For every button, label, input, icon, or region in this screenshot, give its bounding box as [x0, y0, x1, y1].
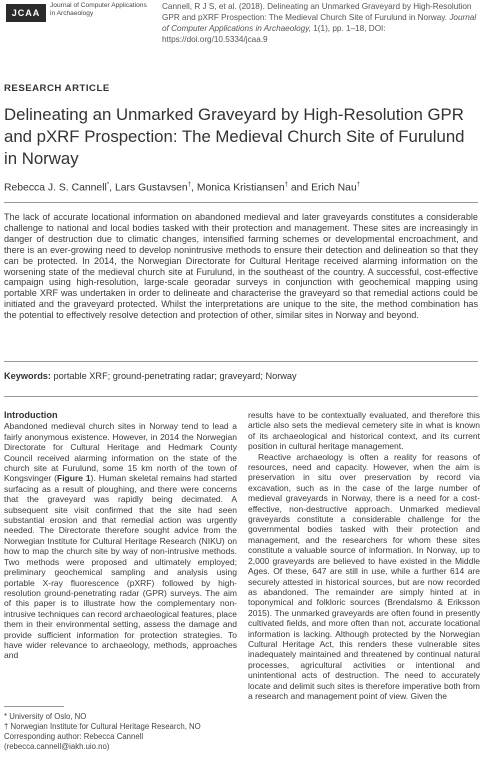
author-affiliation-mark: †	[187, 182, 192, 188]
abstract-top-rule	[4, 202, 478, 203]
left-column	[4, 410, 237, 661]
article-type: RESEARCH ARTICLE	[4, 83, 110, 94]
journal-logo	[6, 4, 46, 22]
citation-main: Cannell, R J S, et al. (2018). Delineating an Unmarked Graveyard by High-Resolution GPR and pXRF Prospection: The Medieval Church Site of Furulund in Norway.	[162, 2, 472, 22]
footnote-affiliation: * University of Oslo, NO	[4, 712, 87, 721]
paragraph	[4, 421, 237, 660]
section-heading-introduction: Introduction	[4, 410, 58, 420]
footnote-affiliation: † Norwegian Institute for Cultural Heritage Research, NO	[4, 722, 201, 731]
journal-name: Journal of Computer Applications in Archaeology	[50, 2, 147, 17]
corresponding-email[interactable]: (rebecca.cannell@iakh.uio.no)	[4, 742, 110, 751]
footnote-rule	[4, 706, 64, 707]
author-affiliation-mark: †	[356, 182, 361, 188]
paragraph-text: Abandoned medieval church sites in Norway tend to lead a fairly anonymous existence. However, in 2014 the Norwegian Directorate for Cultural Heritage and Hedmark County Council received alarming information on the state of the church site at Furulund, some 15 km north of the town of Kongsvinger (	[4, 421, 237, 484]
keywords-bottom-rule	[4, 396, 478, 397]
abstract: The lack of accurate locational information on abandoned medieval and later graveyards constitutes a considerable challenge to national and local bodies tasked with their protection and management. These sites are increasingly in danger of destruction due to climatic changes, intensified farming schemes or developmental encroachment, and there is an ever-growing need to develop nonintrusive methods to ensure their detection and delineation so that they can be protected. In 2014, the Norwegian Directorate for Cultural Heritage received alarming information on the worsening state of the medieval church site at Furulund, in the southeast of the country. A successful, cost-effective campaign using high-resolution, large-scale georadar surveys in conjunction with geochemical mapping using portable XRF was undertaken in order to delineate and characterise the graveyard so that remedial actions could be initiated and the graveyard protected. Whilst the interpretations are unique to the site, the method combination has the potential to effectively resolve detection and protection of other, similar sites in Norway and beyond.	[4, 212, 478, 321]
figure-reference[interactable]: Figure 1	[57, 473, 91, 484]
citation-journal: Journal of Computer Applications in Archaeology,	[162, 13, 477, 33]
keywords-text: portable XRF; ground-penetrating radar; graveyard; Norway	[53, 371, 297, 381]
abstract-bottom-rule	[4, 361, 478, 362]
author-list: Rebecca J. S. Cannell*, Lars Gustavsen†, Monica Kristiansen† and Erich Nau†	[4, 182, 361, 194]
right-column	[248, 410, 480, 701]
footnotes	[4, 712, 237, 752]
citation	[162, 1, 480, 45]
paragraph-text: ). Human skeletal remains had started surfacing as a result of ploughing, and there were concerns that the graveyard was rapidly being decimated. A subsequent site visit confirmed that the site had seen substantial erosion and that remedial action was urgently needed. The Directorate therefore sought advice from the Norwegian Institute for Cultural Heritage Research (NIKU) on how to map the church site by way of non-intrusive methods. Two methods were proposed and ultimately employed; preliminary geochemical sampling and analysis using portable X-ray fluorescence (pXRF) followed by high-resolution ground-penetrating radar (GPR) surveys. The aim of this paper is to illustrate how the complementary non-intrusive techniques can record archaeological features, place them in their environmental setting, assess the damage and provide sufficient information for protection strategies. To have wider relevance to archaeology, methods, approaches and	[4, 473, 238, 661]
author-name: Rebecca J. S. Cannell	[4, 182, 107, 194]
author-name: Erich Nau	[311, 182, 357, 194]
article-title: Delineating an Unmarked Graveyard by High-Resolution GPR and pXRF Prospection: The Medieval Church Site of Furulund in Norway	[4, 105, 465, 168]
author-affiliation-mark: *	[106, 182, 110, 188]
paragraph: Reactive archaeology is often a reality for reasons of resources, need and capacity. However, when the aim is preservation in situ over preservation by record via excavation, such as in the case of the large number of medieval graveyards in Norway, there is a need for a cost-effective, non-destructive approach. Unmarked medieval graveyards constitute a considerable challenge for the governmental bodies tasked with their protection and management, and the researchers for whom these sites constitute a valuable source of information. In Norway, up to 2,000 graveyards are believed to have existed in the Middle Ages. Of these, 647 are still in use, while a further 614 are securely attested in historical sources, but are now recorded as abandoned. The remainder are simply hinted at in toponymical and folkloric sources (Brendalsmo & Eriksson 2015). The unmarked graveyards are often found in presently cultivated fields, and more often than not, accurate locational information is lacking. Although protected by the Norwegian Cultural Heritage Act, this renders these vulnerable sites inadequately maintained and threatened by continual natural processes, agricultural activities or intentional and unintentional acts of destruction. The need to accurately locate and delimit such sites is therefore imperative both from a research and management point of view. Given the	[248, 451, 480, 701]
corresponding-author: Corresponding author: Rebecca Cannell	[4, 732, 144, 741]
author-name: Monica Kristiansen	[196, 182, 285, 194]
keywords	[4, 371, 478, 381]
logo-text: JCAA	[11, 8, 41, 18]
author-affiliation-mark: †	[284, 182, 288, 188]
author-name: Lars Gustavsen	[114, 182, 188, 194]
citation-tail[interactable]: 1(1), pp. 1–18, DOI: https://doi.org/10.5334/jcaa.9	[162, 24, 386, 44]
paragraph: results have to be contextually evaluated, and therefore this article also sets the medieval cemetery site in what is known of its archaeological and historical context, and its current position in cultural heritage management.	[248, 410, 480, 452]
keywords-label: Keywords:	[4, 371, 51, 381]
